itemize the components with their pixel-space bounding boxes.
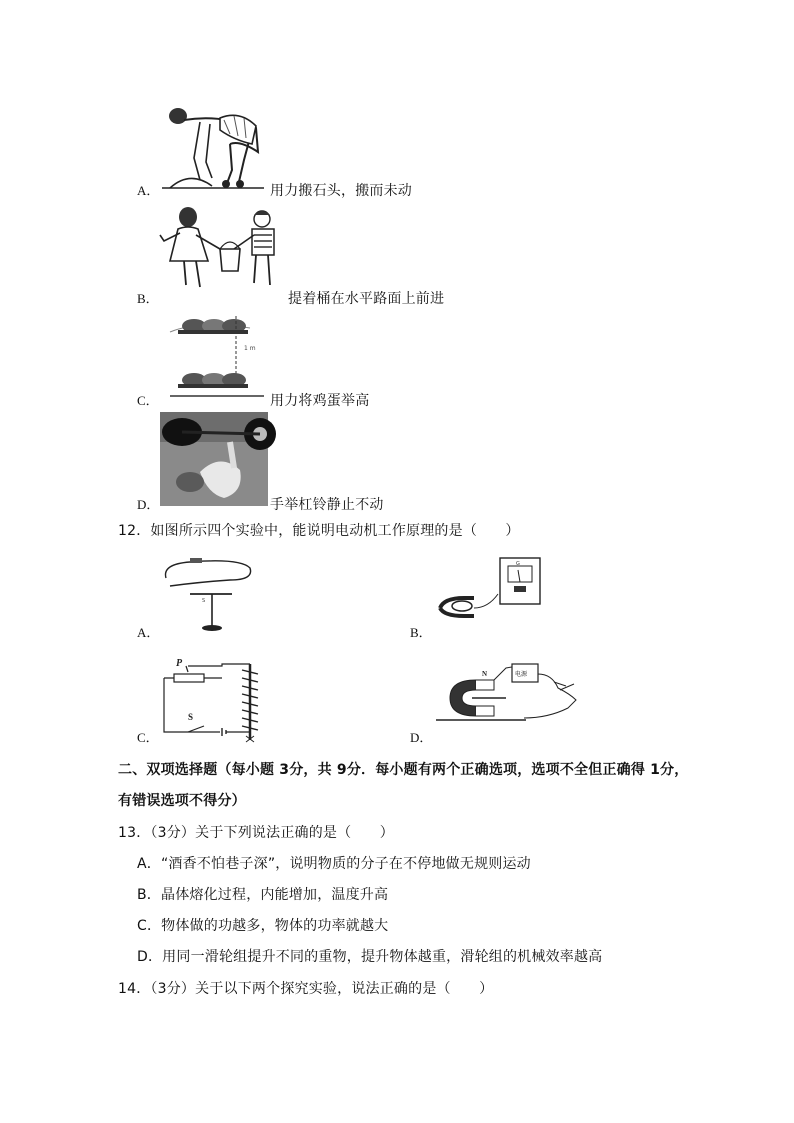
- option-letter: A．: [137, 183, 160, 198]
- svg-text:G: G: [516, 561, 520, 567]
- label-p: P: [176, 658, 183, 669]
- oersted-experiment-icon: [160, 556, 256, 634]
- svg-text:S: S: [202, 598, 206, 604]
- option-letter: D．: [137, 497, 160, 512]
- eggs-lifted-icon: [160, 310, 266, 400]
- electromagnetic-induction-icon: [434, 556, 544, 626]
- question-13-option-b: B．晶体熔化过程，内能增加，温度升高: [137, 887, 389, 903]
- question-13-stem: 13．（3分）关于下列说法正确的是（ ）: [118, 825, 394, 841]
- option-letter: D．: [410, 730, 433, 745]
- option-text: 手举杠铃静止不动: [270, 497, 384, 513]
- question-14-stem: 14．（3分）关于以下两个探究实验，说法正确的是（ ）: [118, 981, 494, 997]
- option-text: 提着桶在水平路面上前进: [288, 291, 445, 307]
- option-letter: B．: [410, 625, 432, 640]
- svg-text:-: -: [210, 558, 212, 564]
- children-carrying-bucket-icon: [158, 205, 288, 293]
- option-letter: A．: [137, 625, 160, 640]
- label-source: 电源: [515, 671, 528, 678]
- current-in-magnetic-field-icon: [436, 660, 580, 726]
- electromagnet-circuit-icon: [164, 656, 268, 742]
- section-heading-continued: 有错误选项不得分）: [118, 793, 246, 809]
- question-13-option-c: C．物体做的功越多，物体的功率就越大: [137, 918, 389, 934]
- label-s: S: [188, 712, 194, 722]
- label-n: N: [482, 670, 488, 678]
- option-text: 用力将鸡蛋举高: [270, 393, 370, 409]
- option-letter: C．: [137, 730, 159, 745]
- question-13-option-d: D．用同一滑轮组提升不同的重物，提升物体越重，滑轮组的机械效率越高: [137, 949, 603, 965]
- option-letter: C．: [137, 393, 159, 408]
- svg-text:1 m: 1 m: [244, 345, 256, 352]
- option-text: 用力搬石头，搬而未动: [270, 183, 412, 199]
- person-lifting-stone-icon: [160, 100, 266, 190]
- question-13-option-a: A．“酒香不怕巷子深”，说明物质的分子在不停地做无规则运动: [137, 856, 531, 872]
- section-heading: 二、双项选择题（每小题 3分，共 9分．每小题有两个正确选项，选项不全但正确得 1分，: [118, 762, 689, 778]
- option-letter: B．: [137, 291, 159, 306]
- question-12-stem: 12．如图所示四个实验中，能说明电动机工作原理的是（ ）: [118, 523, 520, 539]
- barbell-held-icon: [160, 412, 268, 506]
